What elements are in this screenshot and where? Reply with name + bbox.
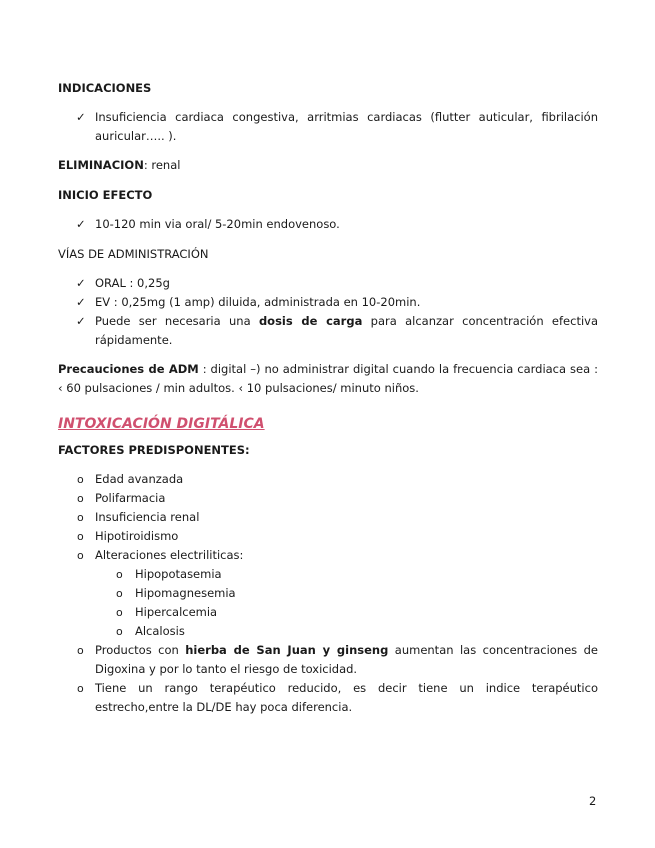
bullet-icon: o <box>77 549 84 562</box>
eliminacion-label: ELIMINACION <box>58 158 144 172</box>
inicio-efecto-heading: INICIO EFECTO <box>58 188 153 202</box>
checkmark-icon: ✓ <box>76 110 86 124</box>
indicaciones-list <box>58 108 598 146</box>
vias-list <box>58 274 598 350</box>
checkmark-icon: ✓ <box>76 276 86 290</box>
bullet-icon: o <box>77 644 84 657</box>
document-page <box>58 78 598 717</box>
factores-list-continued <box>58 641 598 717</box>
list-item: o Alcalosis <box>58 622 598 641</box>
bullet-icon: o <box>77 682 84 695</box>
list-item: ✓ EV : 0,25mg (1 amp) diluida, administrada en 10-20min. <box>58 293 598 312</box>
checkmark-icon: ✓ <box>76 217 86 231</box>
checkmark-icon: ✓ <box>76 314 86 328</box>
precauciones-text: : digital –) no administrar digital cuando la frecuencia cardiaca sea : ‹ 60 pulsaciones / min adultos. ‹ 10 pulsaciones/ minuto niños. <box>58 362 598 395</box>
list-item: ✓ 10-120 min via oral/ 5-20min endovenoso. <box>58 215 598 234</box>
list-item: o Tiene un rango terapéutico reducido, es decir tiene un indice terapéutico estrecho,entre la DL/DE hay poca diferencia. <box>77 681 598 714</box>
intoxicacion-title: INTOXICACIÓN DIGITÁLICA <box>58 416 265 432</box>
list-item: ✓ Insuficiencia cardiaca congestiva, arritmias cardiacas (flutter auticular, fibrilación auricular….. ). <box>76 110 598 143</box>
list-item: ✓ Puede ser necesaria una dosis de carga para alcanzar concentración efectiva rápidamente. <box>76 314 599 347</box>
list-item: ✓ ORAL : 0,25g <box>58 274 598 293</box>
checkmark-icon: ✓ <box>76 295 86 309</box>
factores-list <box>58 470 598 565</box>
list-item: o Insuficiencia renal <box>58 508 598 527</box>
bullet-icon: o <box>116 587 123 600</box>
list-item: o Polifarmacia <box>58 489 598 508</box>
bullet-icon: o <box>77 530 84 543</box>
bullet-icon: o <box>77 492 84 505</box>
list-item: o Hipomagnesemia <box>58 584 598 603</box>
factores-heading: FACTORES PREDISPONENTES: <box>58 443 250 457</box>
precauciones-label: Precauciones de ADM <box>58 362 199 376</box>
indicaciones-heading: INDICACIONES <box>58 81 152 95</box>
electrolitos-list <box>58 565 598 641</box>
bullet-icon: o <box>116 625 123 638</box>
list-item: o Alteraciones electriliticas: <box>58 546 598 565</box>
bullet-icon: o <box>77 511 84 524</box>
list-item: o Hipotiroidismo <box>58 527 598 546</box>
eliminacion-value: : renal <box>143 158 181 172</box>
list-item: o Productos con hierba de San Juan y ginseng aumentan las concentraciones de Digoxina y por lo tanto el riesgo de toxicidad. <box>77 643 598 676</box>
vias-heading: VÍAS DE ADMINISTRACIÓN <box>58 247 209 261</box>
bullet-icon: o <box>77 473 84 486</box>
list-item: o Hipercalcemia <box>58 603 598 622</box>
bullet-icon: o <box>116 606 123 619</box>
inicio-efecto-list <box>58 215 598 234</box>
eliminacion-line <box>58 156 598 175</box>
list-item: o Edad avanzada <box>58 470 598 489</box>
list-item: o Hipopotasemia <box>58 565 598 584</box>
page-number: 2 <box>589 794 597 808</box>
precauciones-paragraph <box>58 360 598 398</box>
bullet-icon: o <box>116 568 123 581</box>
